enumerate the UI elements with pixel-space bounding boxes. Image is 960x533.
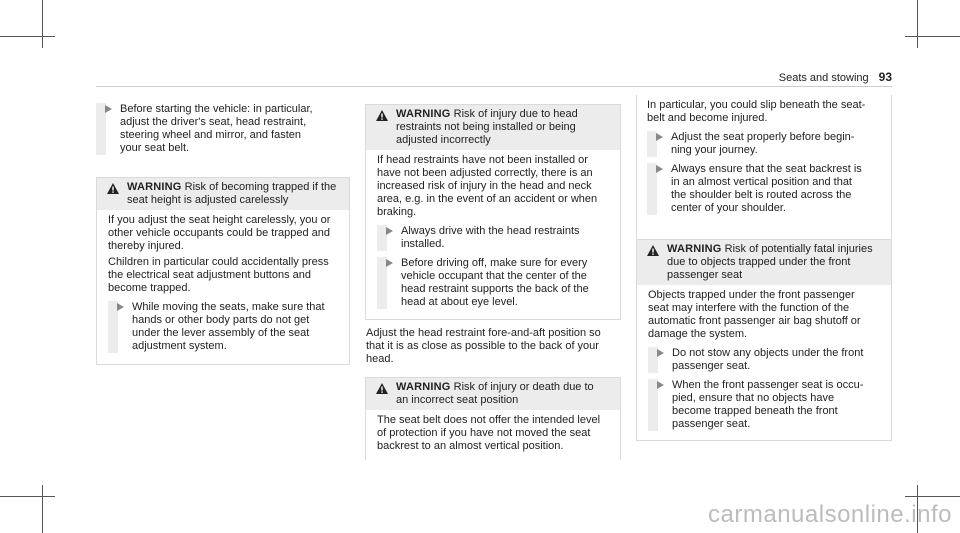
warning-word: WARNING [396, 381, 451, 393]
crop-mark [905, 36, 960, 37]
bullet-arrow-icon [657, 381, 664, 389]
col3-intro-box [636, 95, 892, 242]
bullet-arrow-icon [656, 133, 663, 141]
bullet-line: head restraint supports the back of the [401, 283, 589, 295]
bullet-line: When the front passenger seat is occu- [672, 379, 864, 391]
bullet-arrow-icon [386, 259, 393, 267]
warning-body [366, 410, 620, 462]
bullet-item [647, 131, 883, 157]
warning-word: WARNING [667, 243, 722, 255]
warning-triangle-icon [376, 383, 388, 394]
bullet-line: under the lever assembly of the seat [132, 327, 310, 339]
crop-mark [917, 0, 918, 48]
text-line: If head restraints have not been installed or [377, 154, 588, 166]
warning-title-line: adjusted incorrectly [396, 134, 491, 146]
bullet-arrow-icon [656, 165, 663, 173]
bullet-line: Before driving off, make sure for every [401, 257, 588, 269]
body-paragraph [366, 327, 622, 366]
bullet-line: adjustment system. [132, 340, 227, 352]
warning-title-line: Risk of injury due to head [453, 108, 578, 120]
warning-word: WARNING [396, 108, 451, 120]
bullet-item [377, 225, 612, 251]
warning-title-line: passenger seat [667, 269, 743, 281]
page-number: 93 [878, 70, 892, 84]
warning-paragraph [377, 154, 612, 219]
text-line: become trapped. [108, 282, 191, 294]
bullet-line: Always ensure that the seat backrest is [671, 163, 862, 175]
text-line: belt and become injured. [647, 112, 768, 124]
warning-box [636, 239, 892, 441]
warning-box [365, 104, 621, 320]
warning-title-line: Risk of becoming trapped if the [184, 181, 337, 193]
bullet-line: become trapped beneath the front [672, 405, 838, 417]
bullet-item [108, 301, 341, 353]
warning-title-line: due to objects trapped under the front [667, 256, 851, 268]
text-line: that it is as close as possible to the back of your [366, 340, 599, 352]
bullet-line: hands or other body parts do not get [132, 314, 310, 326]
text-line: head. [366, 353, 394, 365]
warning-header [366, 105, 620, 150]
bullet-line: center of your shoulder. [671, 202, 786, 214]
bullet-line: in an almost vertical position and that [671, 176, 852, 188]
body-paragraph [637, 95, 891, 125]
crop-mark [0, 36, 55, 37]
warning-triangle-icon [107, 183, 119, 194]
bullet-line: passenger seat. [672, 360, 751, 372]
text-line: increased risk of injury in the head and neck [377, 180, 592, 192]
bullet-arrow-icon [657, 349, 664, 357]
warning-box [365, 377, 621, 460]
bullet-line: installed. [401, 238, 445, 250]
bullet-line: Do not stow any objects under the front [672, 347, 864, 359]
warning-header [637, 240, 891, 285]
crop-mark [42, 0, 43, 48]
header-rule [96, 86, 892, 87]
text-line: Children in particular could accidentally press [108, 256, 329, 268]
text-line: braking. [377, 206, 417, 218]
text-line: seat may interfere with the function of the [648, 302, 850, 314]
text-line: backrest to an almost vertical position. [377, 440, 564, 452]
bullet-line: adjust the driver's seat, head restraint, [120, 116, 307, 128]
crop-mark [905, 496, 960, 497]
text-line: of protection if you have not moved the seat [377, 427, 591, 439]
warning-header [97, 178, 349, 210]
bullet-line: your seat belt. [120, 142, 190, 154]
bullet-arrow-icon [117, 303, 124, 311]
crop-mark [42, 485, 43, 533]
warning-paragraph [108, 214, 341, 253]
page-header [779, 71, 892, 85]
text-line: The seat belt does not offer the intended level [377, 414, 601, 426]
text-line: have not been adjusted correctly, there is an [377, 167, 593, 179]
warning-body [97, 210, 349, 361]
bullet-line: ning your journey. [671, 144, 758, 156]
bullet-line: While moving the seats, make sure that [132, 301, 325, 313]
bullet-line: steering wheel and mirror, and fasten [120, 129, 301, 141]
bullet-item [647, 163, 883, 215]
text-line: area, e.g. in the event of an accident or when [377, 193, 598, 205]
text-line: automatic front passenger air bag shutoff or [648, 315, 861, 327]
bullet-line: pied, ensure that no objects have [672, 392, 835, 404]
bullet-item [377, 257, 612, 309]
text-line: If you adjust the seat height carelessly, you or [108, 214, 331, 226]
warning-body [637, 285, 891, 439]
warning-title-line: restraints not being installed or being [396, 121, 576, 133]
bullet-line: vehicle occupant that the center of the [401, 270, 587, 282]
warning-title-line: an incorrect seat position [396, 394, 519, 406]
warning-body [366, 150, 620, 317]
bullet-arrow-icon [386, 227, 393, 235]
bullet-item [648, 347, 883, 373]
bullet-line: Always drive with the head restraints [401, 225, 580, 237]
section-title: Seats and stowing [778, 72, 869, 84]
warning-triangle-icon [376, 110, 388, 121]
warning-paragraph [108, 256, 341, 295]
warning-title-line: Risk of injury or death due to [453, 381, 594, 393]
text-line: Objects trapped under the front passenger [648, 289, 855, 301]
text-line: damage the system. [648, 328, 748, 340]
bullet-arrow-icon [105, 105, 112, 113]
bullet-line: Adjust the seat properly before begin- [671, 131, 855, 143]
warning-header [366, 378, 620, 410]
text-line: thereby injured. [108, 240, 184, 252]
watermark: carmanualsonline.info [708, 501, 952, 528]
warning-paragraph [377, 414, 612, 453]
warning-paragraph [648, 289, 883, 341]
bullet-line: passenger seat. [672, 418, 751, 430]
warning-box [96, 177, 350, 365]
bullet-line: head at about eye level. [401, 296, 518, 308]
warning-title-line: seat height is adjusted carelessly [127, 194, 289, 206]
text-line: the electrical seat adjustment buttons and [108, 269, 312, 281]
crop-mark [0, 496, 55, 497]
bullet-line: the shoulder belt is routed across the [671, 189, 852, 201]
bullet-line: Before starting the vehicle: in particular, [120, 103, 313, 115]
warning-word: WARNING [127, 181, 182, 193]
text-line: other vehicle occupants could be trapped and [108, 227, 330, 239]
warning-triangle-icon [647, 245, 659, 256]
col1-intro-box [96, 99, 348, 165]
warning-title-line: Risk of potentially fatal injuries [724, 243, 873, 255]
bullet-item [96, 103, 348, 155]
bullet-item [648, 379, 883, 431]
text-line: In particular, you could slip beneath the seat- [647, 99, 866, 111]
text-line: Adjust the head restraint fore-and-aft position so [366, 327, 601, 339]
